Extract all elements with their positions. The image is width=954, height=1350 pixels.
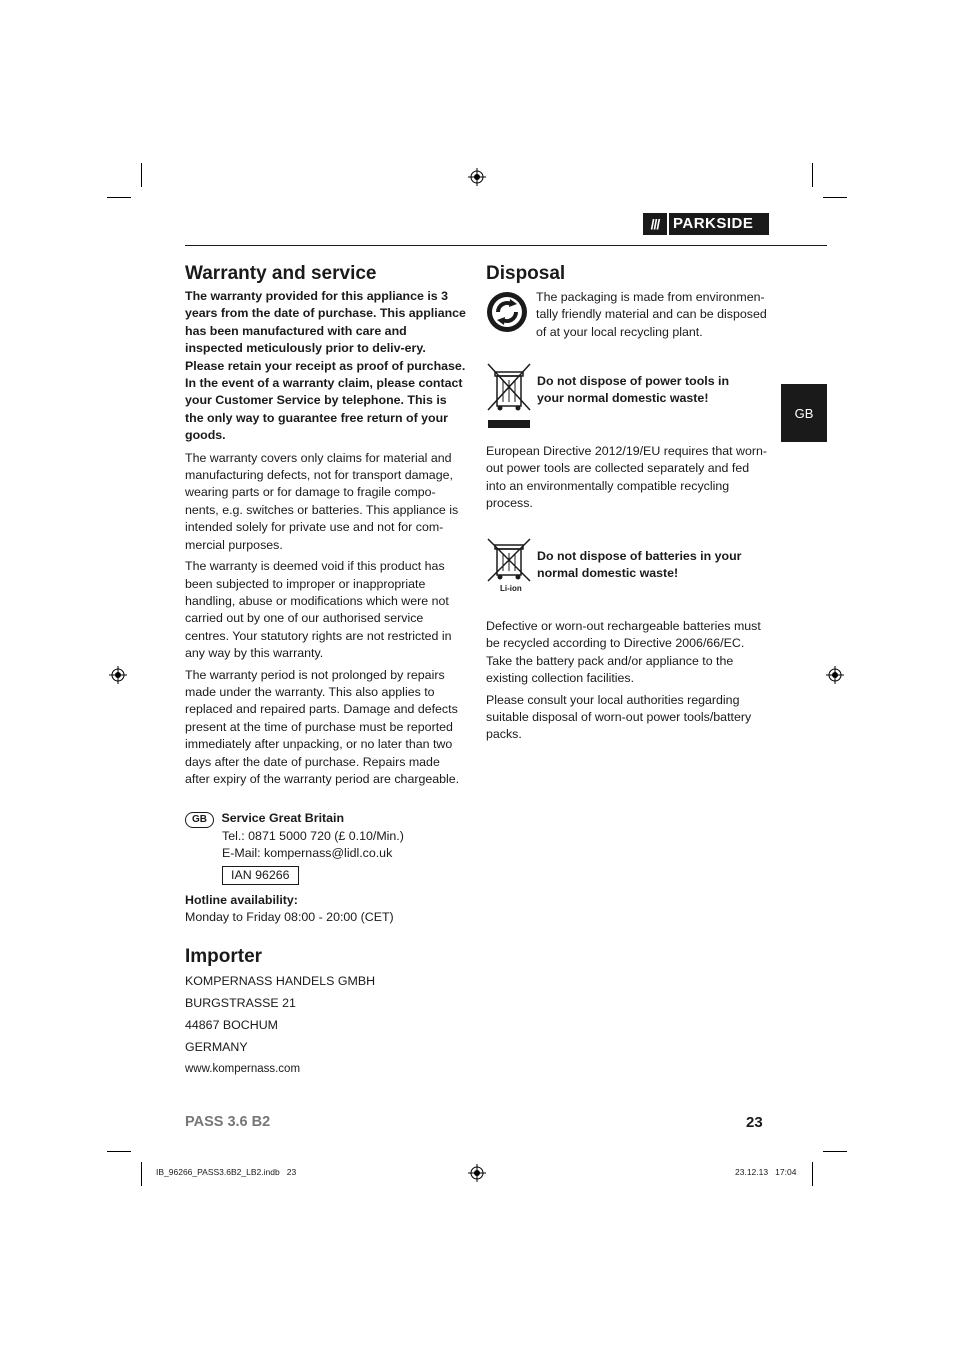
warranty-paragraph: The warranty period is not prolonged by repairs made under the warranty. This also applies to replaced and repaired parts. Damage and defects present at the time of purchase must be reported immediately after unpacking, or no later than two days after the date of purchase. Repairs made after expiry of the warranty period are chargeable.: [185, 667, 460, 786]
warranty-paragraph: The warranty covers only claims for material and manufacturing defects, not for transport damage, wearing parts or for damage to fragile compo-nents, e.g. switches or batteries. This appliance is intended solely for private use and not for com-mercial purposes.: [185, 450, 459, 552]
packaging-text: The packaging is made from environmen-tally friendly material and can be disposed of at your local recycling plant.: [536, 290, 767, 339]
registration-mark-icon: [109, 666, 127, 684]
logo-slashes: ///: [650, 216, 660, 232]
hotline-label: Hotline availability:: [185, 893, 298, 907]
crop-mark: [823, 197, 847, 198]
importer-website: www.kompernass.com: [185, 1063, 301, 1075]
batteries-warning: Do not dispose of batteries in your normal domestic waste!: [537, 549, 742, 581]
recycling-icon: [486, 291, 528, 333]
importer-line: BURGSTRASSE 21: [185, 996, 296, 1010]
language-tab-label: GB: [794, 405, 814, 421]
hotline-block: [185, 892, 475, 927]
importer-title: Importer: [185, 946, 263, 967]
crop-mark: [107, 197, 131, 198]
importer-line: GERMANY: [185, 1040, 248, 1054]
service-email: E-Mail: kompernass@lidl.co.uk: [222, 846, 393, 861]
battery-bin-icon: [486, 537, 532, 587]
country-badge: GB: [185, 812, 214, 828]
directive-batteries-text: Defective or worn-out rechargeable batteries must be recycled according to Directive 2006/66/EC. Take the battery pack and/or appliance to the existing collection facilities.: [486, 619, 761, 686]
importer-address: [185, 970, 475, 1080]
power-tools-warning: Do not dispose of power tools in your normal domestic waste!: [537, 374, 730, 406]
registration-mark-icon: [468, 168, 486, 186]
importer-line: 44867 BOCHUM: [185, 1018, 278, 1032]
registration-mark-icon: [826, 666, 844, 684]
warranty-body: [185, 288, 467, 792]
li-ion-label: Li-ion: [500, 584, 522, 593]
crop-mark: [812, 1162, 813, 1186]
logo-brand: PARKSIDE: [667, 213, 769, 235]
directive-batteries-block: [486, 618, 770, 748]
importer-line: KOMPERNASS HANDELS GMBH: [185, 974, 376, 988]
crop-mark: [141, 1162, 142, 1186]
ian-box: [222, 866, 299, 885]
language-tab: [781, 384, 827, 442]
crop-mark: [141, 163, 142, 187]
service-tel: Tel.: 0871 5000 720 (£ 0.10/Min.): [222, 829, 404, 843]
crop-mark: [823, 1151, 847, 1152]
ian-number: IAN 96266: [231, 868, 290, 882]
print-slug-date: 23.12.13 17:04: [735, 1167, 797, 1177]
consult-authorities-text: Please consult your local authorities regarding suitable disposal of worn-out power tools/battery packs.: [486, 692, 752, 742]
service-title: Service Great Britain: [221, 811, 345, 825]
disposal-title: Disposal: [486, 263, 566, 284]
crop-mark: [812, 163, 813, 187]
page-number: 23: [746, 1114, 763, 1131]
registration-mark-icon: [468, 1164, 486, 1182]
directive-tools-text: European Directive 2012/19/EU requires that worn-out power tools are collected separately and fed into an environmentally compatible recycling process.: [486, 444, 768, 511]
service-heading-row: [185, 810, 475, 828]
warranty-intro: The warranty provided for this appliance is 3 years from the date of purchase. This appliance has been manufactured with care and inspected meticulously prior to deliv-ery. Please retain your receipt as proof of purchase. In the event of a warranty claim, please contact your Customer Service by telephone. This is the only way to guarantee free return of your goods.: [185, 289, 466, 443]
warranty-paragraph: The warranty is deemed void if this product has been subjected to improper or inappropriate handling, abuse or modifications which were not carried out by one of our authorised service centres. Your statutory rights are not restricted in any way by this warranty.: [185, 559, 452, 661]
service-block: [185, 810, 475, 863]
crop-mark: [107, 1151, 131, 1152]
hotline-hours: Monday to Friday 08:00 - 20:00 (CET): [185, 910, 394, 925]
model-number: PASS 3.6 B2: [185, 1114, 271, 1130]
parkside-logo: [643, 213, 769, 235]
print-slug-file: IB_96266_PASS3.6B2_LB2.indb 23: [156, 1167, 297, 1177]
warranty-title: Warranty and service: [185, 263, 377, 284]
header-rule: [185, 245, 827, 246]
